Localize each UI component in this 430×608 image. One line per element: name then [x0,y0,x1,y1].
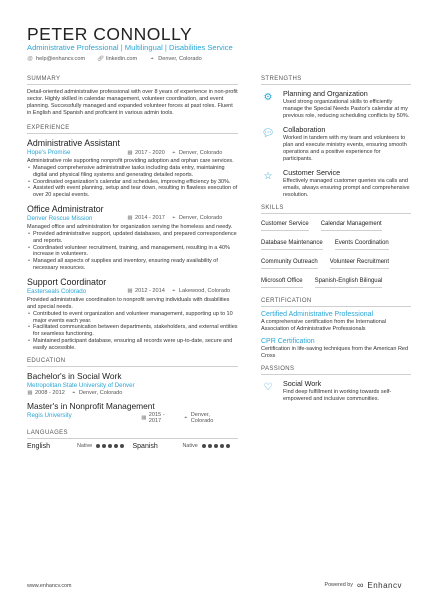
job-description: Administrative role supporting nonprofit providing adoption and orphan care services. [27,158,234,164]
strength-item [261,168,411,199]
job-description: Provided administrative coordination to nonprofit serving individuals with disabilities and special needs. [27,296,230,310]
skills-list [261,218,411,294]
job-location: Denver, Colorado [178,149,223,156]
job-meta [27,288,238,295]
proficiency-dot [108,444,112,448]
enhancv-logo-icon: ∞ [356,580,364,590]
certification-title: CPR Certification [261,338,315,345]
section-title: PASSIONS [261,366,411,375]
skill-tag: Spanish-English Bilingual [315,275,383,288]
job-title: Administrative Assistant [27,138,120,148]
passion-text: Find deep fulfillment in working towards self-empowered and inclusive communities. [283,389,392,402]
proficiency-dot [202,444,206,448]
section-title: LANGUAGES [27,430,238,439]
job-bullets [27,165,238,199]
language-item [133,443,239,450]
language-level: Native [77,443,93,450]
language-level: Native [182,443,198,450]
education-section [27,358,238,424]
job-dates: 2012 - 2014 [135,288,165,295]
location-pin-icon: ⌖ [150,56,154,62]
list-item: • Contributed to event organization and volunteer management, supporting up to 10 major events each year. [27,311,238,325]
proficiency-dots [96,444,124,448]
skill-tag: Community Outreach [261,256,318,269]
footer-branding [324,580,402,590]
strength-text: Used strong organizational skills to efficiently manage the Special Needs Pastor's calendar at my previous role, reducing scheduling conflicts by 50%. [283,99,410,119]
location-pin-icon: ⌖ [172,288,176,295]
section-title: EXPERIENCE [27,125,238,134]
section-title: EDUCATION [27,358,238,367]
school-name: Regis University [27,411,72,419]
skill-tag: Calendar Management [321,218,382,231]
location-pin-icon: ⌖ [172,215,176,222]
section-title: SUMMARY [27,76,238,85]
certification-item [261,338,411,360]
job-company: Hope's Promise [27,149,71,156]
job-company: Denver Rescue Mission [27,214,93,222]
powered-by-label: Powered by [324,582,353,588]
education-entry [27,401,238,424]
list-item: • Coordinated volunteer recruitment, training, and management, resulting in a 40% increase in volunteers. [27,245,238,259]
job-location: Lakewood, Colorado [178,288,231,295]
job-meta [27,149,238,156]
strength-text: Worked in tandem with my team and volunteers to plan and execute ministry events, ensuring smooth operations and a positive experience for participants. [283,135,407,162]
list-item: • Assisted with event planning, setup and tear down, resulting in flawless execution of over 20 special events. [27,185,238,199]
skill-tag: Microsoft Office [261,275,303,288]
location-pin-icon: ⌖ [172,149,176,156]
calendar-icon: ▦ [127,215,133,222]
job-company: Easterseals Colorado [27,287,87,295]
proficiency-dot [226,444,230,448]
experience-section [27,125,238,352]
job-entry [27,277,238,352]
candidate-role: Administrative Professional | Multilingual | Disabilities Service [27,43,233,52]
job-meta [27,215,238,222]
contact-email[interactable]: @ help@enhancv.com [27,56,86,62]
proficiency-dot [102,444,106,448]
section-title: CERTIFICATION [261,298,411,307]
link-icon: 🔗︎ [97,56,105,62]
job-title: Support Coordinator [27,276,107,287]
contact-linkedin[interactable]: 🔗︎ linkedin.com [97,56,138,62]
job-dates: 2014 - 2017 [135,215,165,222]
strength-item [261,89,411,120]
calendar-icon: ▦ [141,414,147,421]
summary-section [27,76,238,117]
language-name: Spanish [132,442,158,450]
footer-site-link[interactable]: www.enhancv.com [27,583,72,589]
strength-title: Collaboration [283,125,326,134]
skill-tag: Database Maintenance [261,237,323,250]
proficiency-dot [114,444,118,448]
education-entry [27,371,238,396]
list-item: • Facilitated communication between departments, stakeholders, and external entities for seamless functioning. [27,324,238,338]
education-dates: 2015 - 2017 [148,411,165,424]
chat-icon: 💬︎ [261,127,275,139]
contact-row [27,56,202,62]
location-pin-icon: ⌖ [184,414,188,421]
job-description: Managed office and administration for organization serving the homeless and needy. [27,223,233,230]
list-item: • Coordinated organization's calendar and schedules, improving efficiency by 30%. [27,179,238,186]
strength-text: Effectively managed customer queries via calls and emails, always ensuring prompt and comprehensive resolution. [283,178,410,198]
proficiency-dot [220,444,224,448]
star-icon: ☆ [263,170,273,182]
certification-section [261,298,411,360]
list-item: • Provided administrative support, updated databases, and prepared correspondence and reports. [27,231,238,245]
passions-section [261,366,411,403]
list-item: • Managed all aspects of supplies and inventory, ensuring ready availability of necessary resources. [27,258,238,272]
summary-text: Detail-oriented administrative professional with over 8 years of experience in non-profit sector. Highly skilled in calendar management, volunteer coordination, and event planning. Successfully managed and expanded volunteer forces at past roles. Fluent in English and Spanish and proficient in various admin tools. [27,89,238,116]
proficiency-dots [202,444,230,448]
at-icon: @ [27,56,33,62]
left-column [27,76,238,450]
strength-item [261,125,411,163]
contact-location: ⌖ Denver, Colorado [150,56,202,62]
languages-section [27,430,238,450]
skills-section [261,205,411,294]
list-item: • Maintained participant database, ensuring all records were up-to-date, secure and easily accessible. [27,338,238,352]
gear-icon: ⚙ [263,91,273,103]
section-title: SKILLS [261,205,411,214]
passion-item [261,379,411,403]
strengths-section [261,76,411,199]
job-entry [27,138,238,199]
job-entry [27,204,238,272]
school-name: Metropolitan State University of Denver [27,381,135,389]
passion-title: Social Work [283,379,322,388]
skill-tag: Customer Service [261,218,309,231]
skill-tag: Events Coordination [335,237,389,250]
education-location: Denver, Colorado [190,411,214,424]
location-pin-icon: ⌖ [72,389,76,396]
certification-text: A comprehensive certification from the International Association of Administrative Professionals [261,319,387,332]
hand-heart-icon: ♡ [263,381,273,393]
strength-title: Customer Service [283,168,341,177]
job-location: Denver, Colorado [178,215,223,222]
job-title: Office Administrator [27,203,104,214]
brand-name: Enhancv [367,580,402,590]
degree-title: Bachelor's in Social Work [27,370,122,381]
proficiency-dot [120,444,124,448]
education-dates: 2008 - 2012 [35,389,65,396]
skill-tag: Volunteer Recruitment [330,256,389,269]
degree-title: Master's in Nonprofit Management [27,400,155,411]
calendar-icon: ▦ [127,288,133,295]
proficiency-dot [96,444,100,448]
proficiency-dot [214,444,218,448]
job-bullets [27,231,238,272]
education-location: Denver, Colorado [78,389,123,396]
candidate-name: PETER CONNOLLY [27,24,193,44]
proficiency-dot [208,444,212,448]
language-name: English [27,442,50,450]
section-title: STRENGTHS [261,76,411,85]
certification-text: Certification in life-saving techniques from the American Red Cross [261,346,409,359]
calendar-icon: ▦ [127,149,133,156]
certification-item [261,311,411,333]
list-item: • Managed comprehensive administrative tasks including data entry, maintaining digital and physical filing systems and generating detailed reports. [27,165,238,179]
certification-title: Certified Administrative Professional [261,311,374,318]
job-dates: 2017 - 2020 [135,149,165,156]
strength-title: Planning and Organization [283,89,368,98]
right-column [261,76,411,408]
language-item [27,443,133,450]
job-bullets [27,311,238,352]
calendar-icon: ▦ [27,389,33,396]
